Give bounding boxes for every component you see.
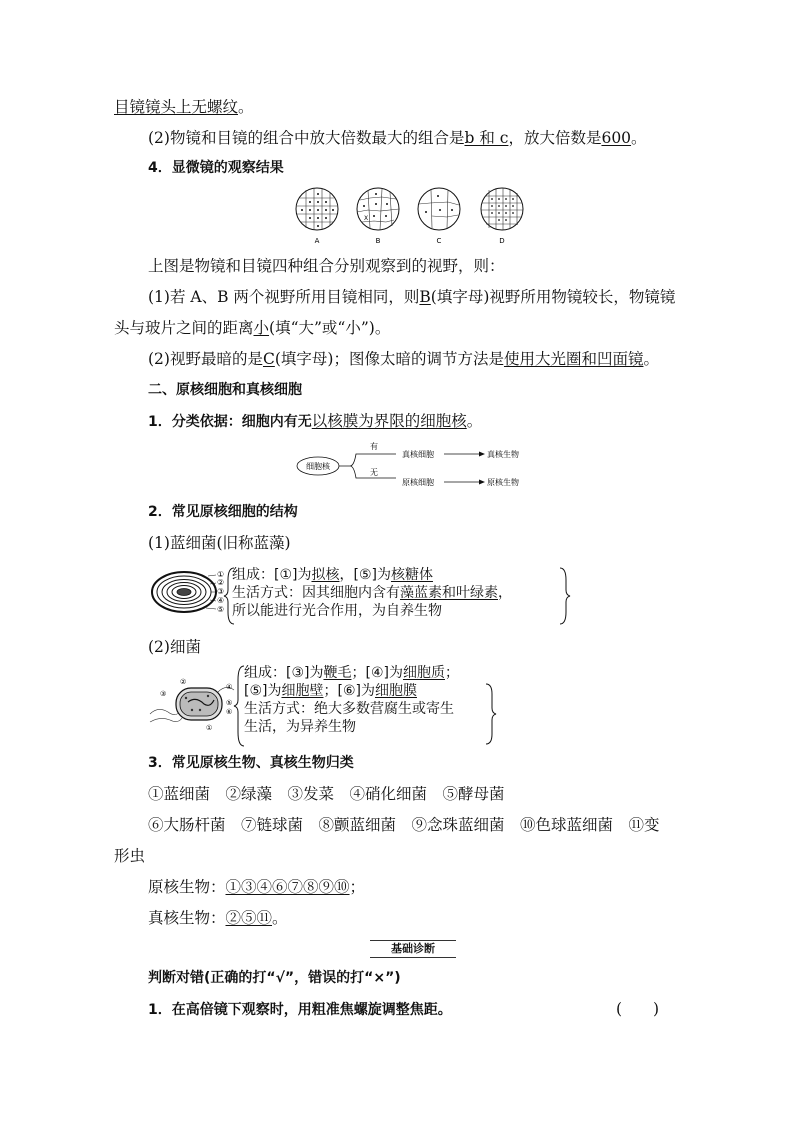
b-marker-5: ⑤ [226,699,233,707]
cyanobacteria-notes [232,566,512,620]
field-label-c: C [436,237,442,245]
text: ；[④]为 [351,665,403,681]
label: 1．分类依据：细胞内有无 [148,414,312,430]
heading-4: 4．显微镜的观察结果 [148,160,284,176]
cyan-lifestyle-2: 所以能进行光合作用，为自养生物 [232,603,442,619]
field-label-d: D [499,237,505,245]
text: (1)若 A、B 两个视野所用目镜相同，则 [148,288,420,306]
text: (2)视野最暗的是 [148,350,263,368]
bact-composition-1 [244,664,459,682]
tree-pro-cell: 原核细胞 [402,478,434,487]
b-marker-4: ④ [226,683,233,691]
question-2-line [148,127,647,149]
answer: 藻蓝素和叶绿素 [400,585,498,601]
answer: ②⑤⑪ [225,909,273,927]
text: ； [444,665,459,681]
text: (填字母)；图像太暗的调节方法是 [274,350,504,368]
b-marker-2: ② [180,678,187,686]
tree-root: 细胞核 [306,462,330,471]
answer: C [262,350,275,368]
answer-text: 目镜镜头上无螺纹 [114,98,239,116]
text: 生活方式：因其细胞内含有 [232,585,400,601]
marker-4: ④ [217,596,225,605]
classification-heading: 3．常见原核生物、真核生物归类 [148,755,354,771]
text: 组成：[③]为 [244,665,324,681]
answer: 细胞膜 [374,683,417,699]
marker-5: ⑤ [217,605,225,614]
field-label-a: A [314,237,320,245]
text: [⑤]为 [244,683,282,699]
answer: 细胞壁 [281,683,324,699]
organism-list-3: 形虫 [114,847,146,865]
text: ， [498,585,512,601]
q2-text: (2)物镜和目镜的组合中放大倍数最大的组合是 [148,129,465,147]
punct: 。 [238,98,254,116]
bact-lifestyle-1: 生活方式：绝大多数营腐生或寄生 [244,701,454,717]
cyan-composition [232,566,512,584]
text: (填“大”或“小”)。 [269,319,391,337]
classification-basis [148,410,482,433]
b-marker-3: ③ [160,690,167,698]
basic-diagnosis-badge [370,940,456,958]
answer: 使用大光圈和凹面镜 [503,350,644,368]
tree-euk-cell: 真核细胞 [402,450,434,459]
field-b [357,188,399,245]
bacteria-notes [244,664,459,736]
text: (填字母)视野所用物镜较长，物镜镜 [430,288,676,306]
answer: 以核膜为界限的细胞核 [311,412,467,430]
cyanobacteria-diagram [150,566,230,618]
text: 。 [466,412,483,430]
b-marker-6: ⑥ [226,708,233,716]
classification-tree [296,440,536,492]
field-b-mark: X [364,215,369,222]
structure-heading: 2．常见原核细胞的结构 [148,504,298,520]
answer: 拟核 [311,567,340,583]
organism-list-1: ①蓝细菌 ②绿藻 ③发菜 ④硝化细菌 ⑤酵母菌 [148,785,505,803]
answer: 鞭毛 [323,665,352,681]
q2-answer-1: b 和 c [464,129,509,147]
answer: ①③④⑥⑦⑧⑨⑩ [225,878,350,896]
answer: 小 [253,319,270,337]
eukaryote-answer [148,907,288,929]
punct: ； [349,878,366,896]
judge-instruction: 判断对错(正确的打“√”，错误的打“×”) [148,970,401,986]
answer-bracket[interactable]: ( ) [616,1000,660,1018]
microscope-fields-figure [290,186,540,248]
tree-yes: 有 [370,442,378,451]
badge-label: 基础诊断 [391,942,435,955]
q2-answer-2: 600 [601,129,632,147]
bact-lifestyle-2: 生活，为异养生物 [244,719,356,735]
q2-end: 。 [631,129,647,147]
answer-line-continued [114,96,254,118]
marker-1: ① [217,570,225,579]
punct: 。 [272,909,288,927]
fields-q1-line2 [114,317,390,339]
q2-text-2: ，放大倍数是 [508,129,602,147]
marker-2: ② [217,578,225,587]
tree-pro-org: 原核生物 [487,478,519,487]
bacteria-diagram [148,672,238,732]
fields-q1-line1 [148,286,675,308]
bact-composition-2 [244,682,459,700]
field-label-b: B [375,237,381,245]
text: 头与玻片之间的距离 [114,319,254,337]
field-a [296,188,338,245]
text: 。 [643,350,659,368]
bacteria-title: (2)细菌 [148,638,201,656]
fields-q2 [148,348,659,370]
cyan-lifestyle [232,584,512,602]
organism-list-2: ⑥大肠杆菌 ⑦链球菌 ⑧颤蓝细菌 ⑨念珠蓝细菌 ⑩色球蓝细菌 ⑪变 [148,816,660,834]
tree-no: 无 [370,468,378,477]
label: 原核生物： [148,878,226,896]
b-marker-1: ① [206,724,213,732]
text: ，[⑤]为 [339,567,391,583]
label: 真核生物： [148,909,226,927]
tree-euk-org: 真核生物 [487,450,519,459]
prokaryote-answer [148,876,365,898]
cyanobacteria-title: (1)蓝细菌(旧称蓝藻) [148,534,291,552]
field-c [418,188,460,245]
answer: 核糖体 [390,567,433,583]
question-1 [148,998,452,1021]
answer: 细胞质 [402,665,445,681]
question-1-text: 1．在高倍镜下观察时，用粗准焦螺旋调整焦距。 [148,1002,452,1018]
fields-intro: 上图是物镜和目镜四种组合分别观察到的视野，则： [148,257,505,275]
marker-3: ③ [217,587,225,596]
text: 组成：[①]为 [232,567,312,583]
text: ；[⑥]为 [323,683,375,699]
answer: B [419,288,431,306]
section-2-heading: 二、原核细胞和真核细胞 [148,382,302,398]
field-d [481,188,523,245]
